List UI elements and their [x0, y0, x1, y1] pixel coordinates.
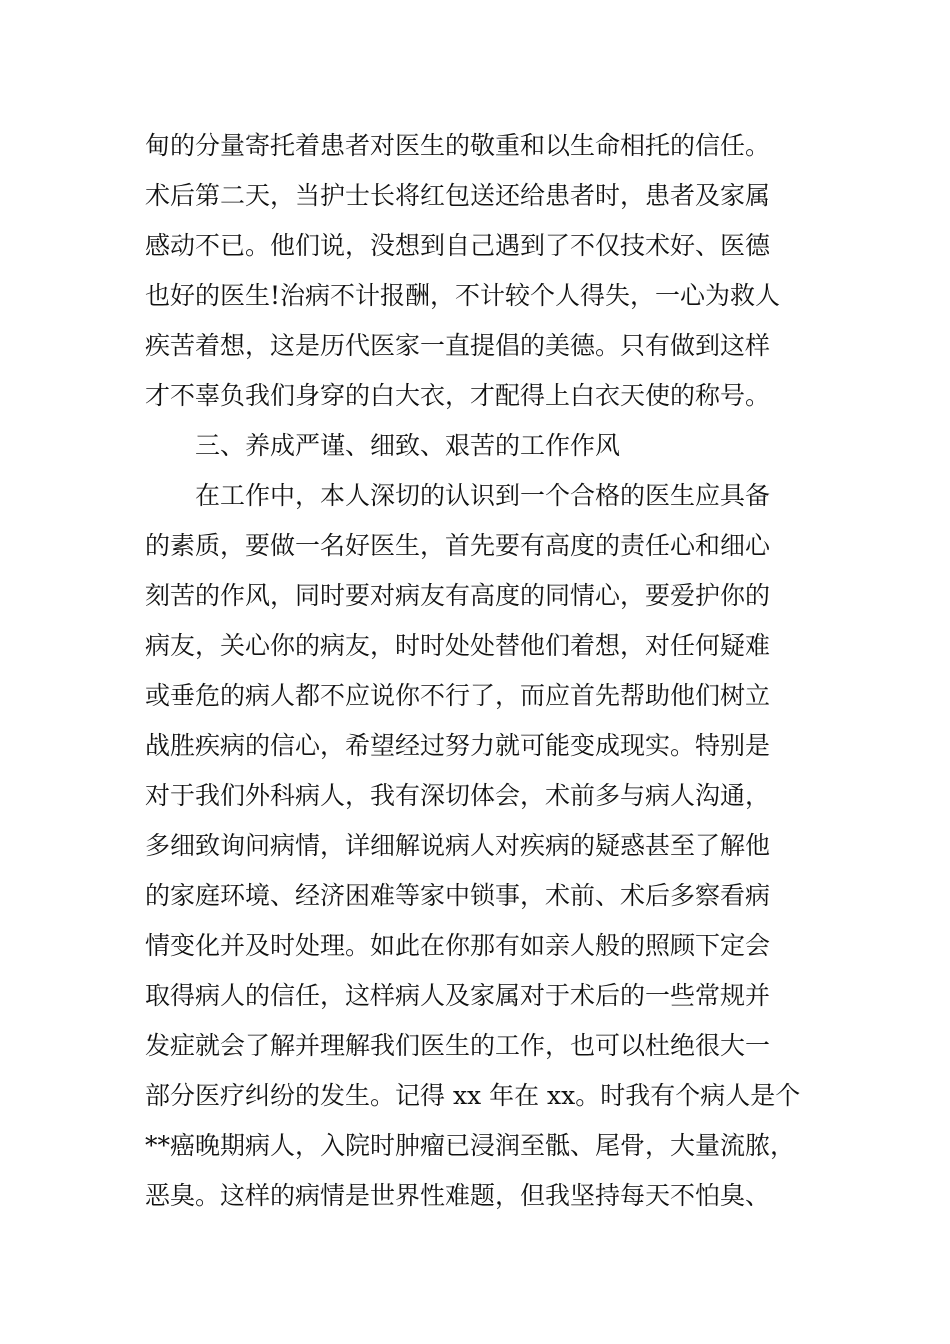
text-line: 刻苦的作风，同时要对病友有高度的同情心，要爱护你的 [145, 581, 771, 610]
text-line: 多细致询问病情，详细解说病人对疾病的疑惑甚至了解他 [145, 831, 771, 860]
section-heading: 三、养成严谨、细致、艰苦的工作作风 [195, 431, 621, 460]
text-line: 也好的医生!治病不计报酬，不计较个人得失，一心为救人 [145, 281, 781, 310]
text-line: **癌晚期病人，入院时肿瘤已浸润至骶、尾骨，大量流脓， [145, 1131, 796, 1160]
text-line: 术后第二天，当护士长将红包送还给患者时，患者及家属 [145, 181, 771, 210]
text-line: 或垂危的病人都不应说你不行了，而应首先帮助他们树立 [145, 681, 771, 710]
text-line: 发症就会了解并理解我们医生的工作，也可以杜绝很大一 [145, 1031, 771, 1060]
text-line: 战胜疾病的信心，希望经过努力就可能变成现实。特别是 [145, 731, 771, 760]
text-line: 情变化并及时处理。如此在你那有如亲人般的照顾下定会 [145, 931, 771, 960]
text-line: 的素质，要做一名好医生，首先要有高度的责任心和细心 [145, 531, 771, 560]
paragraph-first-line: 在工作中，本人深切的认识到一个合格的医生应具备 [195, 481, 771, 510]
text-line: 感动不已。他们说，没想到自己遇到了不仅技术好、医德 [145, 231, 771, 260]
text-line: 恶臭。这样的病情是世界性难题，但我坚持每天不怕臭、 [145, 1181, 771, 1210]
text-line: 疾苦着想，这是历代医家一直提倡的美德。只有做到这样 [145, 331, 771, 360]
text-line: 取得病人的信任，这样病人及家属对于术后的一些常规并 [145, 981, 771, 1010]
text-line: 对于我们外科病人，我有深切体会，术前多与病人沟通， [145, 781, 771, 810]
body-text [145, 128, 835, 1228]
text-line: 的家庭环境、经济困难等家中锁事，术前、术后多察看病 [145, 881, 771, 910]
text-line: 部分医疗纠纷的发生。记得 xx 年在 xx。时我有个病人是个 [145, 1081, 801, 1110]
text-line: 病友，关心你的病友，时时处处替他们着想，对任何疑难 [145, 631, 771, 660]
text-line: 甸的分量寄托着患者对医生的敬重和以生命相托的信任。 [145, 131, 771, 160]
text-line: 才不辜负我们身穿的白大衣，才配得上白衣天使的称号。 [145, 381, 771, 410]
